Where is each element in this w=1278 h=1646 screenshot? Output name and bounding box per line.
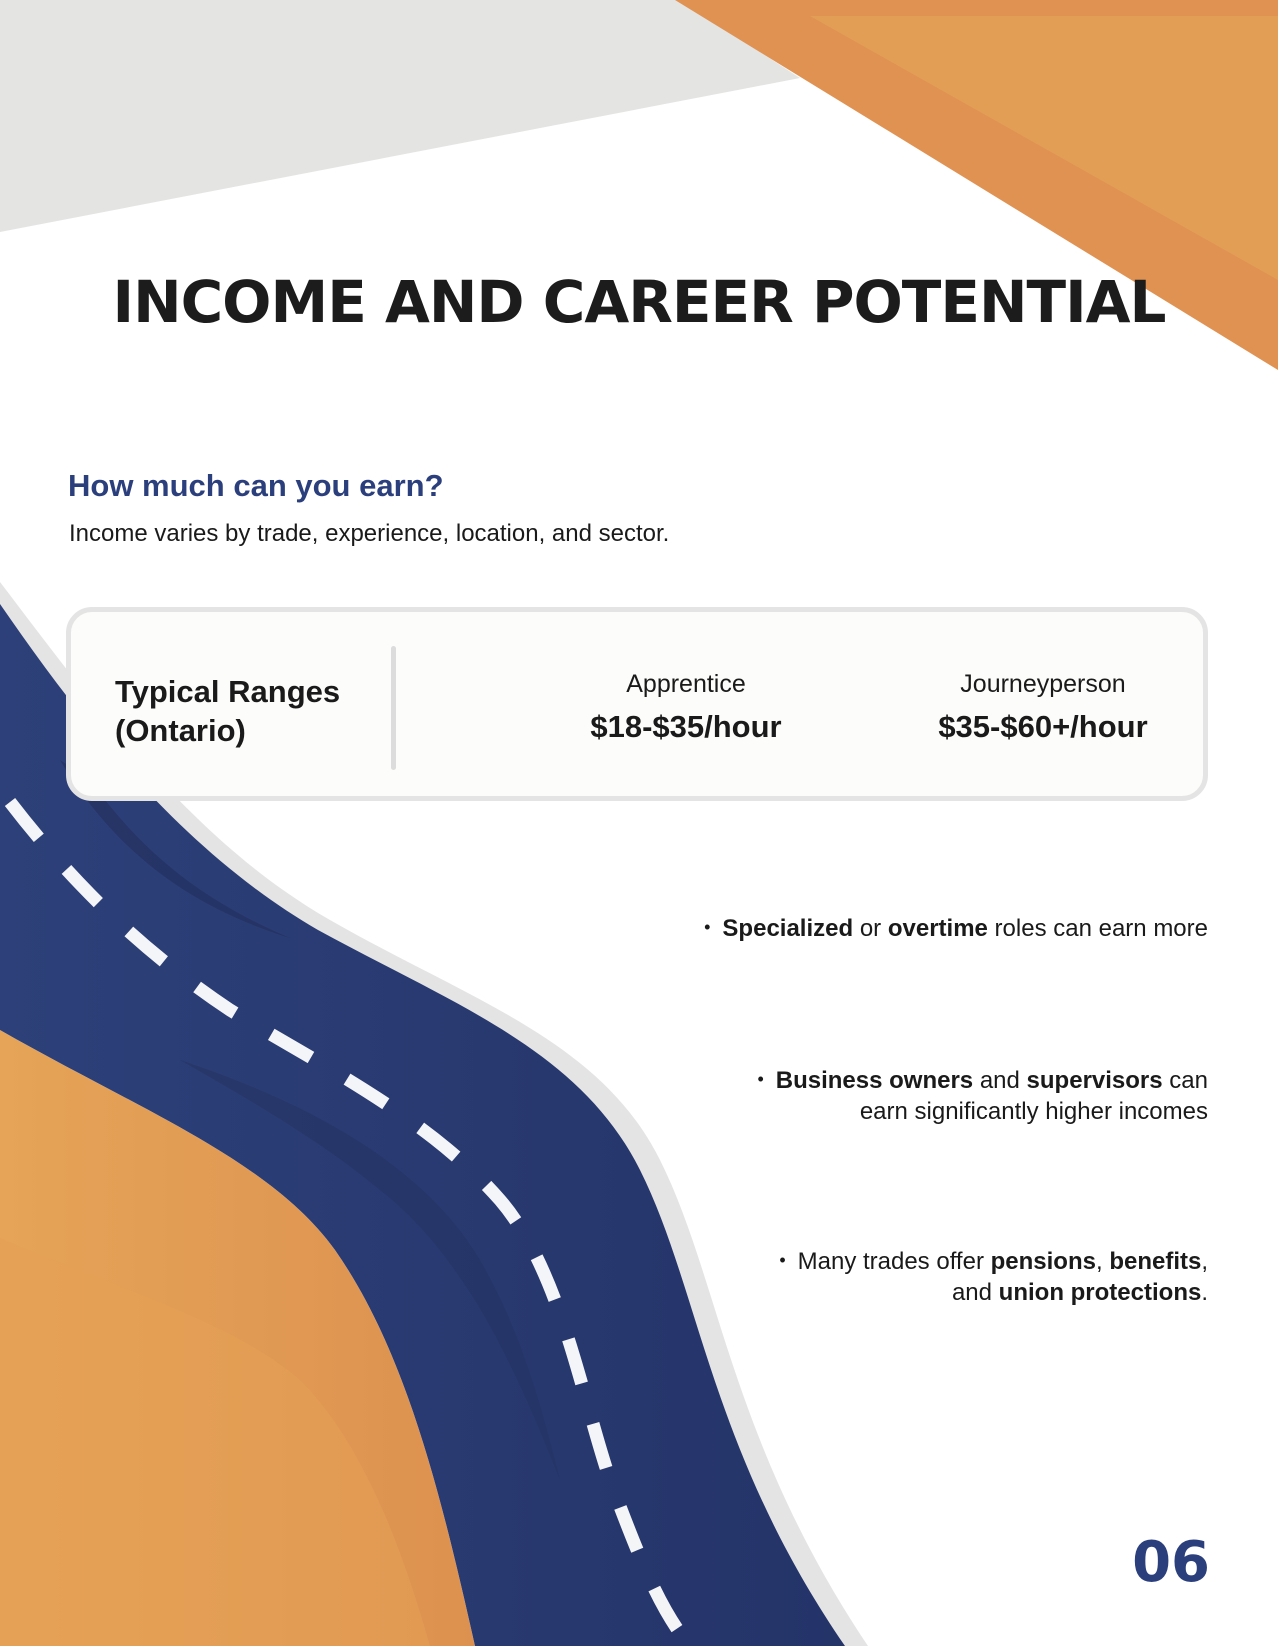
gray-corner-shape (0, 0, 800, 232)
bullet-line (779, 1245, 1208, 1277)
bullet-emphasis: union protections (998, 1279, 1202, 1306)
range-journeyperson (893, 670, 1193, 745)
typical-ranges-label-line2: (Ontario) (115, 713, 246, 748)
bullet-text-run: and (951, 1279, 999, 1306)
bullet-emphasis: supervisors (1026, 1067, 1163, 1094)
bullet-item-pensions (779, 1245, 1208, 1308)
bullet-emphasis: pensions (990, 1248, 1096, 1275)
card-divider (391, 646, 396, 770)
typical-ranges-label-line1: Typical Ranges (115, 674, 341, 709)
range-apprentice (536, 670, 836, 745)
bullet-dot-icon: • (779, 1250, 786, 1270)
range-value: $35-$60+/hour (938, 709, 1148, 744)
bullet-text-run: roles can earn more (987, 915, 1208, 942)
bullet-item-specialized (704, 912, 1208, 944)
bullet-text-run: or (853, 915, 888, 942)
range-value: $18-$35/hour (590, 709, 782, 744)
bullet-text (952, 1279, 1208, 1306)
range-role: Apprentice (626, 670, 746, 698)
typical-ranges-card (66, 607, 1208, 801)
bullet-line (779, 1277, 1208, 1308)
bullet-emphasis: Business owners (775, 1067, 974, 1094)
bullet-line (757, 1096, 1208, 1127)
page-number: 06 (1132, 1530, 1210, 1595)
typical-ranges-label (115, 672, 340, 750)
bullet-text (722, 915, 1208, 942)
bullet-text-run: earn significantly higher incomes (859, 1098, 1208, 1125)
bullet-line (704, 912, 1208, 944)
bullet-text (798, 1248, 1208, 1275)
bullet-dot-icon: • (757, 1069, 764, 1089)
bullet-text (776, 1067, 1208, 1094)
bullet-text-run: and (973, 1067, 1027, 1094)
bullet-line (757, 1064, 1208, 1096)
bullet-text-run: , (1095, 1248, 1110, 1275)
orange-corner-highlight (810, 16, 1278, 280)
bullet-emphasis: benefits (1109, 1248, 1202, 1275)
bullet-emphasis: Specialized (722, 915, 854, 942)
earnings-question-heading: How much can you earn? (68, 468, 444, 503)
bullet-dot-icon: • (704, 917, 711, 937)
bullet-text-run: . (1201, 1279, 1208, 1306)
page-title: INCOME AND CAREER POTENTIAL (112, 268, 1166, 336)
bullet-text-run: , (1201, 1248, 1208, 1275)
bullet-text-run: Many trades offer (797, 1248, 991, 1275)
bullet-emphasis: overtime (887, 915, 988, 942)
earnings-subtext: Income varies by trade, experience, location, and sector. (69, 520, 670, 547)
range-role: Journeyperson (960, 670, 1126, 698)
bullet-text (860, 1098, 1208, 1125)
bullet-item-business-owners (757, 1064, 1208, 1127)
bullet-text-run: can (1162, 1067, 1208, 1094)
